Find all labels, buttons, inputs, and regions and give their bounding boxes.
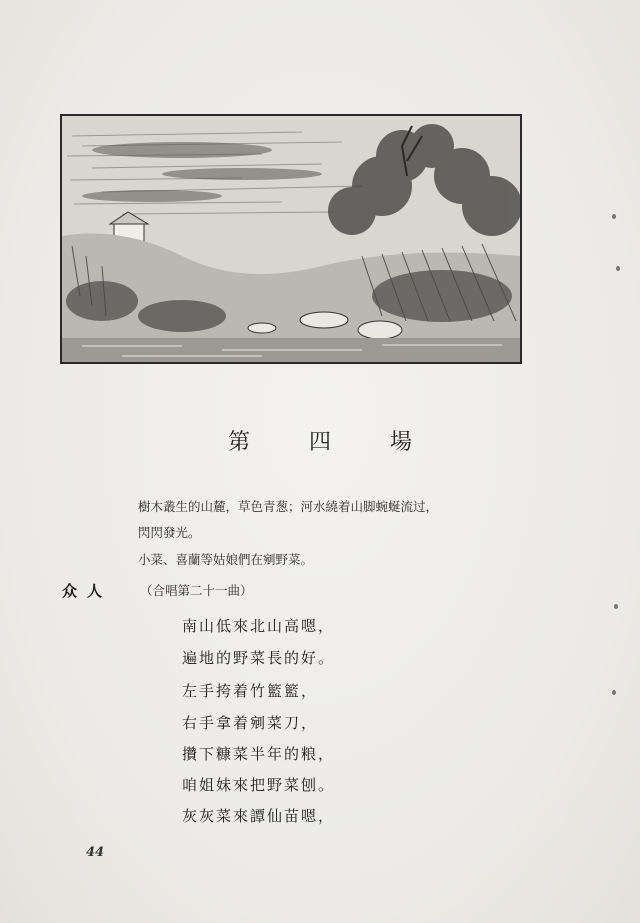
print-speck [612, 214, 616, 219]
print-speck [612, 690, 616, 695]
song-note: （合唱第二十一曲） [140, 583, 253, 598]
stage-direction-line: 小菜、喜蘭等姑娘們在剜野菜。 [138, 552, 314, 567]
lyric-line: 咱姐妹來把野菜刨。 [182, 776, 336, 794]
page-number: 44 [86, 845, 105, 860]
stage-direction-line: 閃閃發光。 [138, 525, 201, 540]
lyric-line: 遍地的野菜長的好。 [182, 649, 336, 667]
landscape-illustration [60, 114, 522, 364]
speaker-name: 众人 [62, 582, 113, 600]
lyric-line: 左手挎着竹籃籃， [182, 682, 319, 700]
print-speck [614, 604, 618, 609]
scene-title: 第 四 場 [228, 430, 438, 455]
lyric-line: 攢下糠菜半年的粮， [182, 745, 336, 763]
landscape-illustration-icon [62, 116, 520, 362]
lyric-line: 灰灰菜來譚仙苗嗯， [182, 807, 336, 825]
lyric-line: 南山低來北山高嗯， [182, 617, 336, 635]
stage-direction-line: 樹木叢生的山麓，草色青葱；河水繞着山脚蜿蜒流过， [138, 499, 439, 514]
lyric-line: 右手拿着剜菜刀， [182, 714, 319, 732]
print-speck [616, 266, 620, 271]
